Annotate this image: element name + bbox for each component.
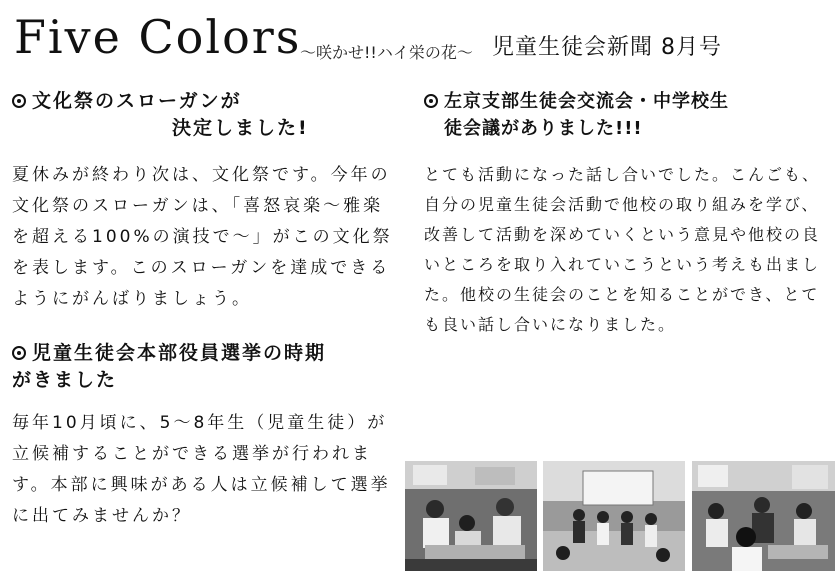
newsletter-title: Five Colors [14,10,302,64]
article-election [12,340,402,532]
article-election-heading [12,340,402,367]
bullet-circle-icon [12,94,26,108]
newsletter-issue: 児童生徒会新聞 8月号 [492,35,722,60]
article-election-heading-line1: 児童生徒会本部役員選挙の時期 [32,342,327,364]
article-slogan [12,88,402,315]
meeting-photo [405,461,537,571]
article-exchange-heading-line2: 徒会議がありました!!! [444,118,643,139]
bullet-circle-icon [12,346,26,360]
article-election-heading-line2: がきました [12,369,118,391]
bullet-circle-icon [424,94,438,108]
article-slogan-heading [12,88,402,115]
meeting-photo [692,461,835,571]
article-slogan-heading-line1: 文化祭のスローガンが [32,90,242,112]
newsletter-subtitle: 〜咲かせ!!ハイ栄の花〜 [300,43,473,62]
article-exchange-heading-line1: 左京支部生徒会交流会・中学校生 [444,91,729,112]
article-exchange-body: とても活動になった話し合いでした。こんごも、自分の児童生徒会活動で他校の取り組みを学び、改善して活動を深めていくという意見や他校の良いところを取り入れていこうという考えも出ました。他校の生徒会のことを知ることができ、とても良い話し合いになりました。 [424,165,821,334]
right-column [424,88,834,340]
article-slogan-body: 夏休みが終わり次は、文化祭です。今年の文化祭のスローガンは、「喜怒哀楽〜雅楽を超える100%の演技で〜」がこの文化祭を表します。このスローガンを達成できるようにがんばりましょう。 [12,165,393,309]
article-election-body: 毎年10月頃に、5〜8年生（児童生徒）が立候補することができる選挙が行われます。本部に興味がある人は立候補して選挙に出てみませんか？ [12,413,391,526]
photo-strip [405,461,835,571]
meeting-photo [543,461,685,571]
article-slogan-heading-line2: 決定しました! [172,117,309,139]
article-exchange-heading [424,88,834,115]
